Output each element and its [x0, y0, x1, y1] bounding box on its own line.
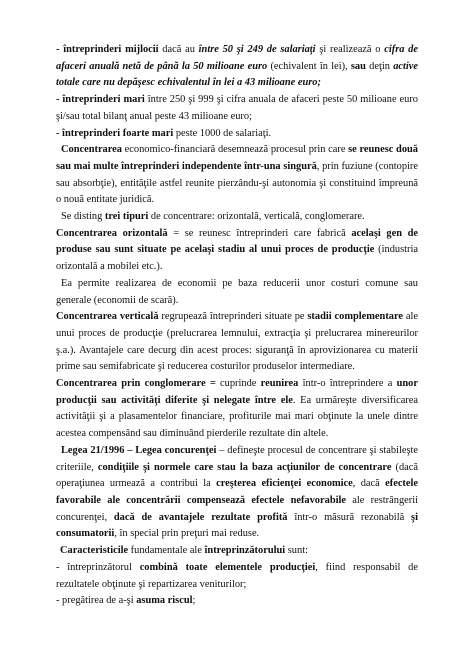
paragraph-three-types — [56, 209, 418, 226]
text-run: fundamentale ale — [128, 545, 205, 557]
text-run: sunt: — [285, 545, 308, 557]
text-run: (dacă operaţiunea urmează a contribui la — [56, 461, 419, 490]
text-run: - întreprinderi mijlocii — [56, 44, 159, 55]
text-run: ; — [192, 595, 196, 607]
text-run: unor producţii sau activităţi diferite şi nelegate între ele — [56, 378, 418, 406]
text-run: Concentrarea prin conglomerare = — [56, 378, 216, 390]
text-run: de concentrare: orizontală, verticală, conglomerare. — [148, 211, 365, 223]
text-run: condiţiile şi normele care stau la baza acţiunilor de concentrare — [97, 461, 392, 473]
text-run: dacă de avantajele rezultate profită — [113, 511, 288, 523]
text-run: creşterea eficienţei economice — [216, 478, 353, 490]
text-run: sau — [350, 60, 366, 72]
text-run: şi realizează o — [315, 44, 385, 55]
document-page — [56, 42, 418, 610]
text-run: într-o măsură rezonabilă — [287, 511, 412, 523]
text-run: . Ea urmăreşte diversificarea activităţii şi a plasamentelor financiare, profiturile mai mari obţinute la unele dintre acestea compensând sau diminuând pierderile rezultate din altele. — [56, 394, 418, 440]
paragraph-vertical-concentration — [56, 309, 418, 376]
text-run: se reunesc două sau mai multe întreprinderi independente într-una singură — [56, 144, 418, 172]
text-run: = se reunesc întreprinderi care fabrică — [167, 227, 352, 239]
text-run: - întreprinderi mari — [56, 94, 145, 106]
text-run: trei tipuri — [104, 211, 149, 223]
text-run: deţin — [365, 60, 394, 72]
text-run: Legea 21/1996 – Legea concurenţei — [61, 444, 217, 456]
text-run: - pregătirea de a-şi — [56, 595, 137, 607]
text-run: regrupează întreprinderi situate pe — [158, 311, 308, 323]
text-run: Caracteristicile — [60, 545, 129, 557]
paragraph-medium-enterprises — [56, 42, 418, 92]
text-run: (echivalent în lei), — [267, 60, 351, 72]
text-run: , dacă — [352, 478, 386, 490]
paragraph-conglomerate-concentration — [56, 376, 418, 443]
text-run: ale restrângerii concurenţei, — [56, 494, 418, 523]
text-run: , fiind responsabil de rezultatele obţinute şi repartizarea veniturilor; — [56, 561, 418, 590]
text-run: între 50 şi 249 de salariaţi — [198, 44, 316, 55]
text-run: întreprinzătorului — [204, 545, 286, 557]
paragraph-concentration-definition — [56, 142, 418, 209]
text-run: Concentrarea — [61, 144, 122, 156]
text-run: - întreprinderi foarte mari — [56, 127, 174, 139]
text-run: - întreprinzătorul — [56, 561, 140, 573]
text-run: cifra de afaceri anuală netă de până la 50 milioane euro — [56, 44, 418, 72]
text-run: Se disting — [61, 211, 105, 223]
text-run: – defineşte procesul de concentrare şi stabileşte criteriile, — [56, 444, 418, 473]
text-run: dacă au — [158, 44, 199, 55]
list-item-combines-production — [56, 560, 418, 593]
text-run: , prin fuziune (contopire sau absorbţie), entităţile astfel reunite pierzându-şi autonomia şi constituind împreună o nouă entitate juridică. — [56, 160, 418, 206]
text-run: combină toate elementele producţiei — [139, 561, 316, 573]
text-run: economico-financiară desemnează procesul prin care — [121, 144, 349, 156]
text-run: efectele favorabile ale concentrării compensează efectele nefavorabile — [56, 478, 419, 506]
paragraph-competition-law — [56, 443, 418, 543]
text-run: Ea permite realizarea de economii pe baza reducerii unor costuri comune sau generale (economii de scară). — [56, 277, 418, 306]
paragraph-very-large-enterprises — [56, 126, 418, 143]
text-run: reunirea — [260, 378, 299, 390]
text-run: Concentrarea orizontală — [56, 227, 168, 239]
text-run: între 250 şi 999 şi cifra anuala de afaceri peste 50 milioane euro şi/sau total bilanţ anual peste 43 milioane euro; — [56, 94, 419, 122]
text-run: ale unui proces de producţie (prelucrarea lemnului, extracţia şi prelucrarea minereurilor ş.a.). Avantajele care decurg din acest proces: siguranţă în aprovizionarea cu materii prime sau semifabricate şi reducerea costurilor produselor intermediare. — [56, 311, 419, 373]
text-run: asuma riscul — [136, 595, 193, 607]
text-run: , în special prin preţuri mai reduse. — [114, 528, 260, 540]
text-run: acelaşi gen de produse sau sunt situate pe acelaşi stadiu al unui proces de producţie — [56, 227, 418, 256]
text-run: cuprinde — [215, 378, 261, 390]
paragraph-entrepreneur-characteristics — [56, 543, 418, 560]
text-run: într-o întreprindere a — [298, 378, 397, 390]
text-run: peste 1000 de salariaţi. — [173, 127, 272, 139]
list-item-assume-risk — [56, 593, 418, 610]
text-run: Concentrarea verticală — [56, 311, 159, 323]
text-run: şi consumatorii — [56, 511, 418, 540]
text-run: active totale care nu depăşesc echivalentul în lei a 43 milioane euro; — [56, 60, 418, 89]
paragraph-large-enterprises — [56, 92, 418, 125]
text-run: (industria orizontală a mobilei etc.). — [56, 244, 418, 273]
paragraph-economies-of-scale — [56, 276, 418, 309]
text-run: stadii complementare — [307, 311, 404, 323]
paragraph-horizontal-concentration — [56, 226, 418, 276]
